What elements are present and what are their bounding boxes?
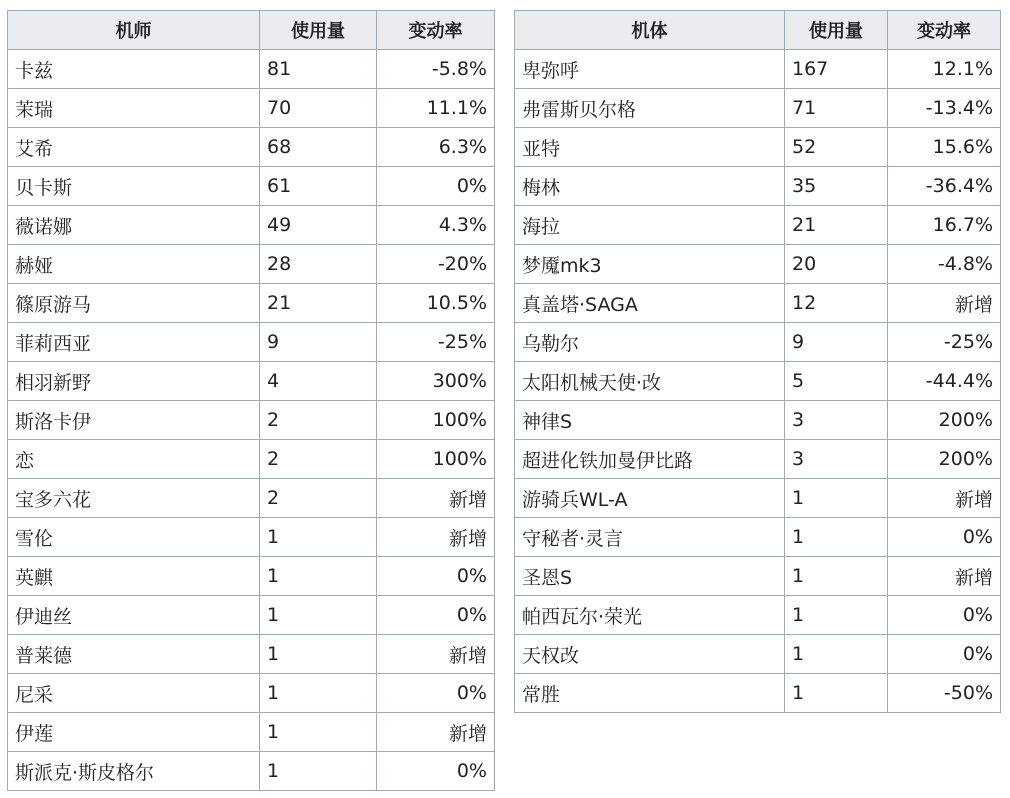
change-rate-cell: 0%: [377, 557, 495, 596]
name-cell: 英麒: [8, 557, 260, 596]
usage-cell: 68: [260, 128, 377, 167]
table-row: [8, 440, 495, 479]
name-cell: 超进化铁加曼伊比路: [515, 440, 785, 479]
change-rate-cell: -25%: [377, 323, 495, 362]
name-cell: 斯洛卡伊: [8, 401, 260, 440]
name-cell: 帕西瓦尔·荣光: [515, 596, 785, 635]
name-cell: 游骑兵WL-A: [515, 479, 785, 518]
name-cell: 雪伦: [8, 518, 260, 557]
table-row: [515, 206, 1001, 245]
change-rate-cell: -4.8%: [888, 245, 1001, 284]
usage-cell: 9: [785, 323, 888, 362]
change-rate-cell: 0%: [377, 596, 495, 635]
usage-cell: 1: [785, 635, 888, 674]
usage-cell: 52: [785, 128, 888, 167]
name-cell: 相羽新野: [8, 362, 260, 401]
change-rate-cell: -25%: [888, 323, 1001, 362]
table-row: [8, 479, 495, 518]
usage-cell: 1: [260, 674, 377, 713]
usage-cell: 71: [785, 89, 888, 128]
usage-cell: 1: [260, 713, 377, 752]
table-row: [8, 557, 495, 596]
change-rate-cell: -13.4%: [888, 89, 1001, 128]
change-rate-cell: 新增: [377, 635, 495, 674]
usage-cell: 28: [260, 245, 377, 284]
name-cell: 海拉: [515, 206, 785, 245]
usage-cell: 1: [260, 596, 377, 635]
change-rate-cell: 15.6%: [888, 128, 1001, 167]
usage-cell: 1: [785, 518, 888, 557]
change-rate-cell: 0%: [888, 518, 1001, 557]
column-header-usage: 使用量: [785, 11, 888, 50]
change-rate-cell: 6.3%: [377, 128, 495, 167]
table-row: [8, 713, 495, 752]
table-row: [8, 284, 495, 323]
table-row: [8, 323, 495, 362]
change-rate-cell: 新增: [377, 479, 495, 518]
name-cell: 圣恩S: [515, 557, 785, 596]
table-row: [515, 362, 1001, 401]
change-rate-cell: 新增: [888, 284, 1001, 323]
name-cell: 天权改: [515, 635, 785, 674]
name-cell: 神律S: [515, 401, 785, 440]
change-rate-cell: 新增: [888, 557, 1001, 596]
usage-cell: 1: [260, 557, 377, 596]
name-cell: 恋: [8, 440, 260, 479]
change-rate-cell: 新增: [377, 518, 495, 557]
usage-cell: 21: [260, 284, 377, 323]
name-cell: 弗雷斯贝尔格: [515, 89, 785, 128]
table-row: [8, 245, 495, 284]
change-rate-cell: 100%: [377, 440, 495, 479]
table-row: [515, 284, 1001, 323]
usage-cell: 1: [785, 479, 888, 518]
usage-cell: 12: [785, 284, 888, 323]
usage-cell: 3: [785, 401, 888, 440]
change-rate-cell: -5.8%: [377, 50, 495, 89]
usage-cell: 20: [785, 245, 888, 284]
name-cell: 茉瑞: [8, 89, 260, 128]
name-cell: 赫娅: [8, 245, 260, 284]
change-rate-cell: 200%: [888, 440, 1001, 479]
usage-cell: 1: [260, 752, 377, 791]
change-rate-cell: -44.4%: [888, 362, 1001, 401]
name-cell: 太阳机械天使·改: [515, 362, 785, 401]
usage-cell: 1: [785, 557, 888, 596]
table-row: [515, 128, 1001, 167]
name-cell: 艾希: [8, 128, 260, 167]
table-row: [515, 674, 1001, 713]
name-cell: 尼采: [8, 674, 260, 713]
change-rate-cell: 新增: [377, 713, 495, 752]
change-rate-cell: 10.5%: [377, 284, 495, 323]
usage-cell: 61: [260, 167, 377, 206]
name-cell: 贝卡斯: [8, 167, 260, 206]
usage-cell: 1: [260, 518, 377, 557]
change-rate-cell: 12.1%: [888, 50, 1001, 89]
name-cell: 卑弥呼: [515, 50, 785, 89]
table-row: [8, 128, 495, 167]
change-rate-cell: -36.4%: [888, 167, 1001, 206]
name-cell: 薇诺娜: [8, 206, 260, 245]
usage-cell: 1: [260, 635, 377, 674]
usage-cell: 70: [260, 89, 377, 128]
usage-cell: 3: [785, 440, 888, 479]
usage-cell: 21: [785, 206, 888, 245]
usage-cell: 1: [785, 596, 888, 635]
name-cell: 卡兹: [8, 50, 260, 89]
table-row: [515, 167, 1001, 206]
column-header-change-rate: 变动率: [888, 11, 1001, 50]
table-row: [515, 323, 1001, 362]
usage-cell: 9: [260, 323, 377, 362]
usage-cell: 2: [260, 401, 377, 440]
table-header-row: [515, 11, 1001, 50]
table-row: [515, 50, 1001, 89]
table-row: [8, 206, 495, 245]
name-cell: 乌勒尔: [515, 323, 785, 362]
name-cell: 守秘者·灵言: [515, 518, 785, 557]
change-rate-cell: 4.3%: [377, 206, 495, 245]
usage-cell: 35: [785, 167, 888, 206]
table-row: [515, 518, 1001, 557]
change-rate-cell: 0%: [377, 674, 495, 713]
usage-cell: 167: [785, 50, 888, 89]
name-cell: 伊莲: [8, 713, 260, 752]
name-cell: 常胜: [515, 674, 785, 713]
table-row: [515, 635, 1001, 674]
name-cell: 斯派克·斯皮格尔: [8, 752, 260, 791]
name-cell: 菲莉西亚: [8, 323, 260, 362]
column-header-pilot: 机师: [8, 11, 260, 50]
change-rate-cell: -50%: [888, 674, 1001, 713]
name-cell: 普莱德: [8, 635, 260, 674]
table-row: [8, 596, 495, 635]
name-cell: 亚特: [515, 128, 785, 167]
table-row: [515, 89, 1001, 128]
table-row: [8, 167, 495, 206]
table-row: [515, 401, 1001, 440]
table-row: [8, 401, 495, 440]
table-row: [8, 752, 495, 791]
change-rate-cell: 0%: [377, 752, 495, 791]
name-cell: 梅林: [515, 167, 785, 206]
column-header-usage: 使用量: [260, 11, 377, 50]
usage-cell: 2: [260, 440, 377, 479]
table-row: [8, 635, 495, 674]
change-rate-cell: 100%: [377, 401, 495, 440]
usage-cell: 1: [785, 674, 888, 713]
pilot-usage-table: [7, 10, 495, 791]
table-row: [8, 362, 495, 401]
table-row: [8, 50, 495, 89]
usage-cell: 81: [260, 50, 377, 89]
table-row: [8, 518, 495, 557]
name-cell: 篠原游马: [8, 284, 260, 323]
table-row: [515, 440, 1001, 479]
change-rate-cell: 300%: [377, 362, 495, 401]
table-row: [515, 596, 1001, 635]
table-row: [8, 89, 495, 128]
change-rate-cell: 16.7%: [888, 206, 1001, 245]
name-cell: 宝多六花: [8, 479, 260, 518]
change-rate-cell: 200%: [888, 401, 1001, 440]
usage-cell: 49: [260, 206, 377, 245]
table-row: [515, 557, 1001, 596]
table-row: [515, 245, 1001, 284]
mech-usage-table: [514, 10, 1001, 713]
column-header-change-rate: 变动率: [377, 11, 495, 50]
table-row: [8, 674, 495, 713]
change-rate-cell: 新增: [888, 479, 1001, 518]
name-cell: 梦魇mk3: [515, 245, 785, 284]
usage-cell: 4: [260, 362, 377, 401]
column-header-mech: 机体: [515, 11, 785, 50]
usage-cell: 5: [785, 362, 888, 401]
change-rate-cell: 0%: [377, 167, 495, 206]
table-row: [515, 479, 1001, 518]
change-rate-cell: 0%: [888, 596, 1001, 635]
change-rate-cell: 11.1%: [377, 89, 495, 128]
name-cell: 真盖塔·SAGA: [515, 284, 785, 323]
usage-cell: 2: [260, 479, 377, 518]
change-rate-cell: 0%: [888, 635, 1001, 674]
name-cell: 伊迪丝: [8, 596, 260, 635]
table-header-row: [8, 11, 495, 50]
change-rate-cell: -20%: [377, 245, 495, 284]
